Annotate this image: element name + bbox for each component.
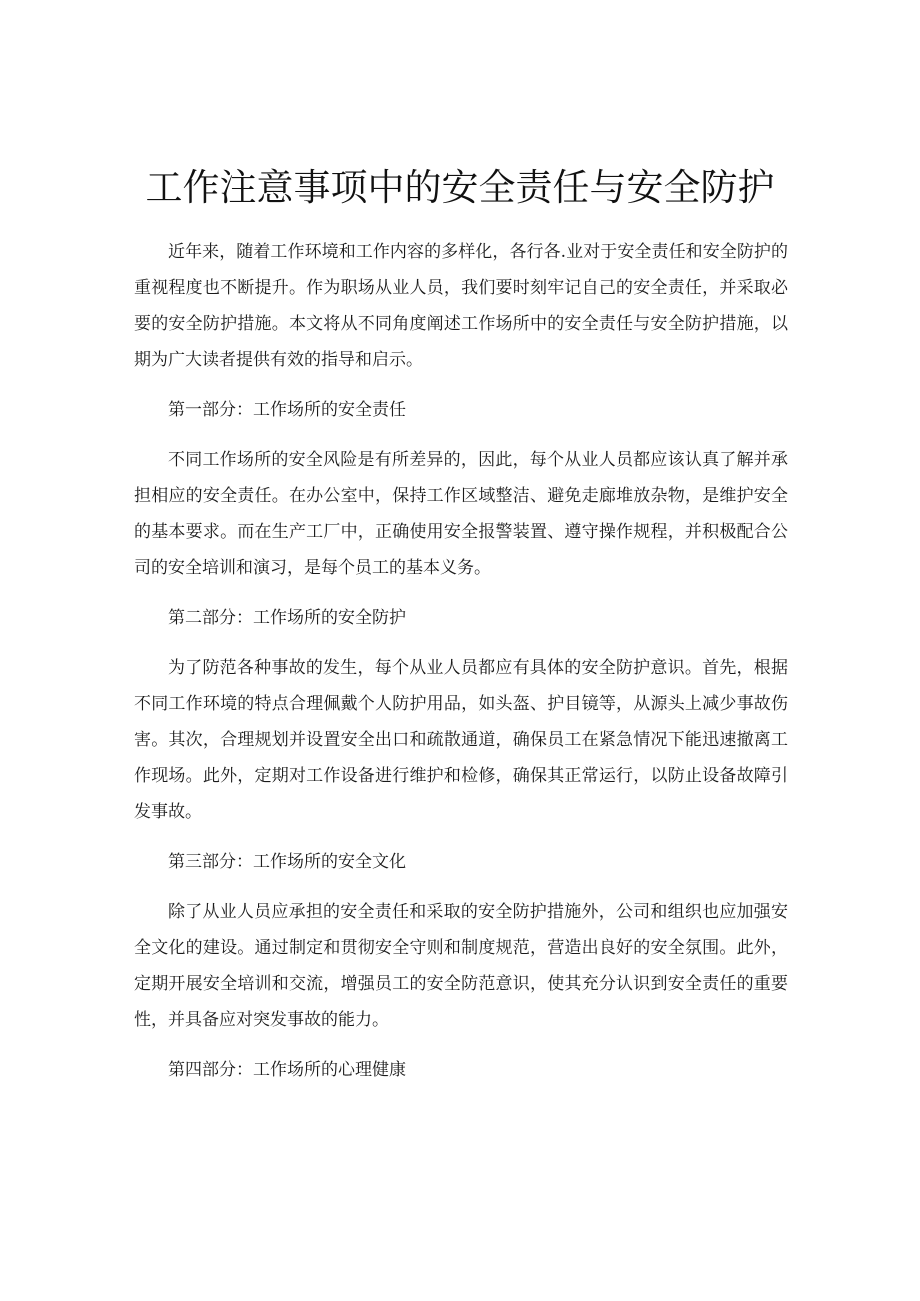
section-heading-4: 第四部分：工作场所的心理健康	[168, 1060, 406, 1080]
intro-paragraph: 近年来，随着工作环境和工作内容的多样化，各行各.业对于安全责任和安全防护的重视程度也不断提升。作为职场从业人员，我们要时刻牢记自己的安全责任，并采取必要的安全防护措施。本文将从不同角度阐述工作场所中的安全责任与安全防护措施，以期为广大读者提供有效的指导和启示。	[134, 242, 788, 370]
section-heading-2: 第二部分：工作场所的安全防护	[168, 608, 406, 628]
section-heading-1: 第一部分：工作场所的安全责任	[168, 400, 406, 420]
section-paragraph-1: 不同工作场所的安全风险是有所差异的，因此，每个从业人员都应该认真了解并承担相应的安全责任。在办公室中，保持工作区域整洁、避免走廊堆放杂物，是维护安全的基本要求。而在生产工厂中，正确使用安全报警装置、遵守操作规程，并积极配合公司的安全培训和演习，是每个员工的基本义务。	[134, 450, 788, 578]
section-paragraph-3: 除了从业人员应承担的安全责任和采取的安全防护措施外，公司和组织也应加强安全文化的建设。通过制定和贯彻安全守则和制度规范，营造出良好的安全氛围。此外，定期开展安全培训和交流，增强员工的安全防范意识，使其充分认识到安全责任的重要性，并具备应对突发事故的能力。	[134, 902, 788, 1030]
document-title: 工作注意事项中的安全责任与安全防护	[145, 166, 775, 209]
section-paragraph-2: 为了防范各种事故的发生，每个从业人员都应有具体的安全防护意识。首先，根据不同工作环境的特点合理佩戴个人防护用品，如头盔、护目镜等，从源头上减少事故伤害。其次，合理规划并设置安全出口和疏散通道，确保员工在紧急情况下能迅速撤离工作现场。此外，定期对工作设备进行维护和检修，确保其正常运行，以防止设备故障引发事故。	[134, 658, 788, 822]
document-body	[134, 234, 788, 1102]
section-heading-3: 第三部分：工作场所的安全文化	[168, 852, 406, 872]
